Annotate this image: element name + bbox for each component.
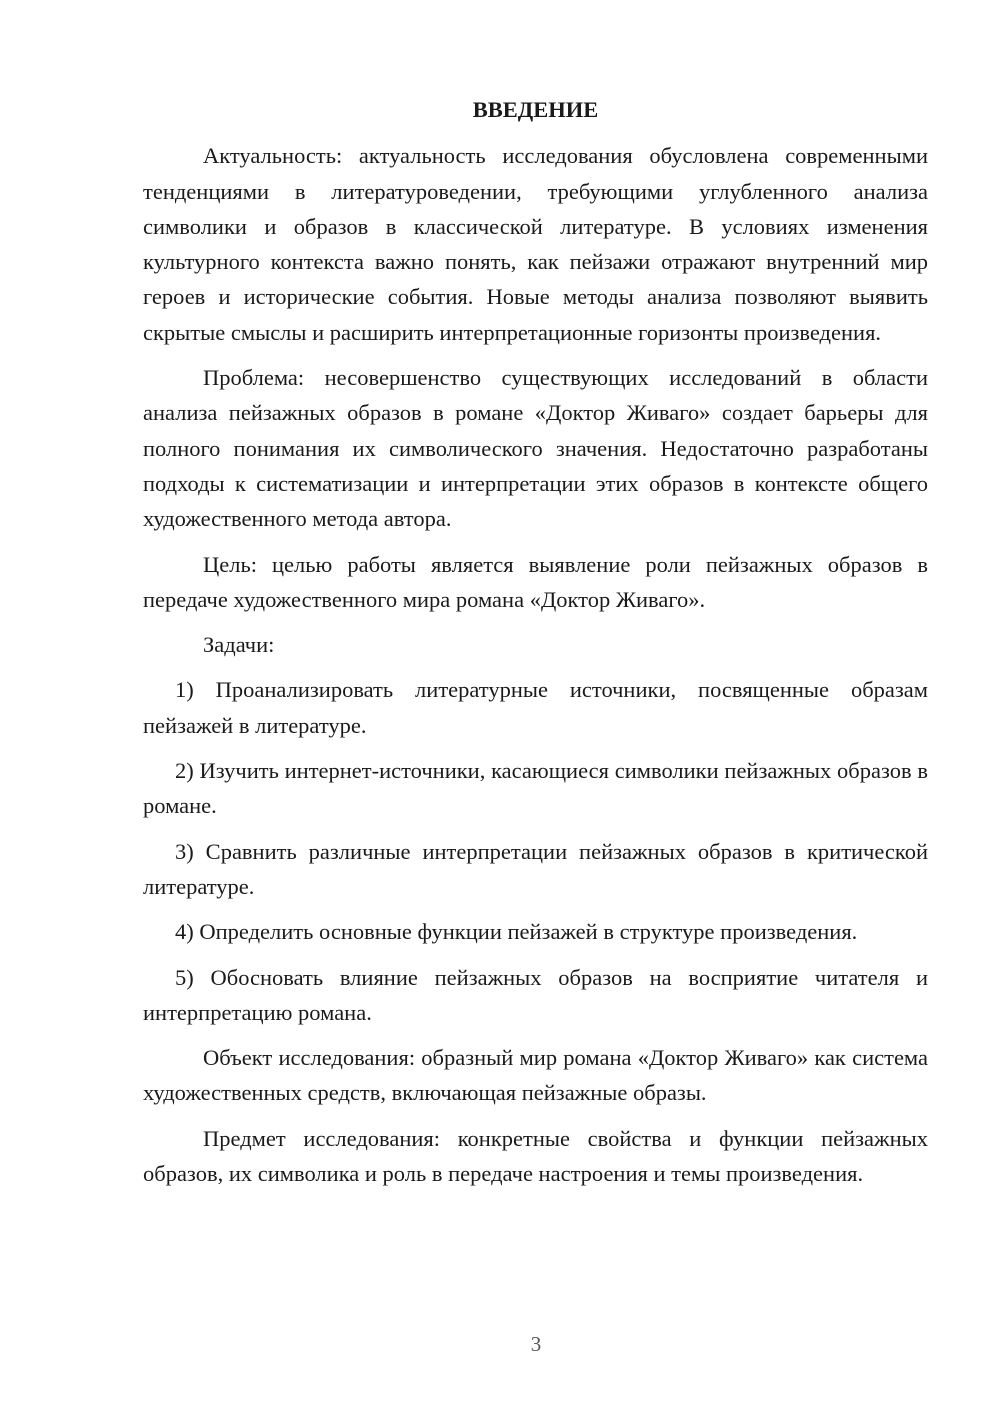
page-number: 3 xyxy=(530,1332,542,1356)
task-item-2: 2) Изучить интернет-источники, касающиеся символики пейзажных образов в романе. xyxy=(143,758,928,819)
task-item-4: 4) Определить основные функции пейзажей в структуре произведения. xyxy=(175,919,858,945)
task-item-1: 1) Проанализировать литературные источники, посвященные образам пейзажей в литературе. xyxy=(143,677,928,738)
page-content xyxy=(143,92,928,1191)
paragraph-goal: Цель: целью работы является выявление роли пейзажных образов в передаче художественного мира романа «Доктор Живаго». xyxy=(143,551,928,612)
page-title: ВВЕДЕНИЕ xyxy=(472,97,599,122)
paragraph-relevance: Актуальность: актуальность исследования обусловлена современными тенденциями в литературоведении, требующими углубленного анализа символики и образов в классической литературе. В условиях изменения культурного контекста важно понять, как пейзажи отражают внутренний мир героев и исторические события. Новые методы анализа позволяют выявить скрытые смыслы и расширить интерпретационные горизонты произведения. xyxy=(143,143,928,345)
task-item-3: 3) Сравнить различные интерпретации пейзажных образов в критической литературе. xyxy=(143,838,928,899)
paragraph-object: Объект исследования: образный мир романа «Доктор Живаго» как система художественных средств, включающая пейзажные образы. xyxy=(143,1045,928,1106)
task-item-5: 5) Обосновать влияние пейзажных образов на восприятие читателя и интерпретацию романа. xyxy=(143,964,928,1025)
paragraph-subject: Предмет исследования: конкретные свойства и функции пейзажных образов, их символика и роль в передаче настроения и темы произведения. xyxy=(143,1125,928,1187)
paragraph-problem: Проблема: несовершенство существующих исследований в области анализа пейзажных образов в романе «Доктор Живаго» создает барьеры для полного понимания их символического значения. Недостаточно разработаны подходы к систематизации и интерпретации этих образов в контексте общего художественного метода автора. xyxy=(143,365,928,532)
tasks-heading: Задачи: xyxy=(203,632,275,658)
